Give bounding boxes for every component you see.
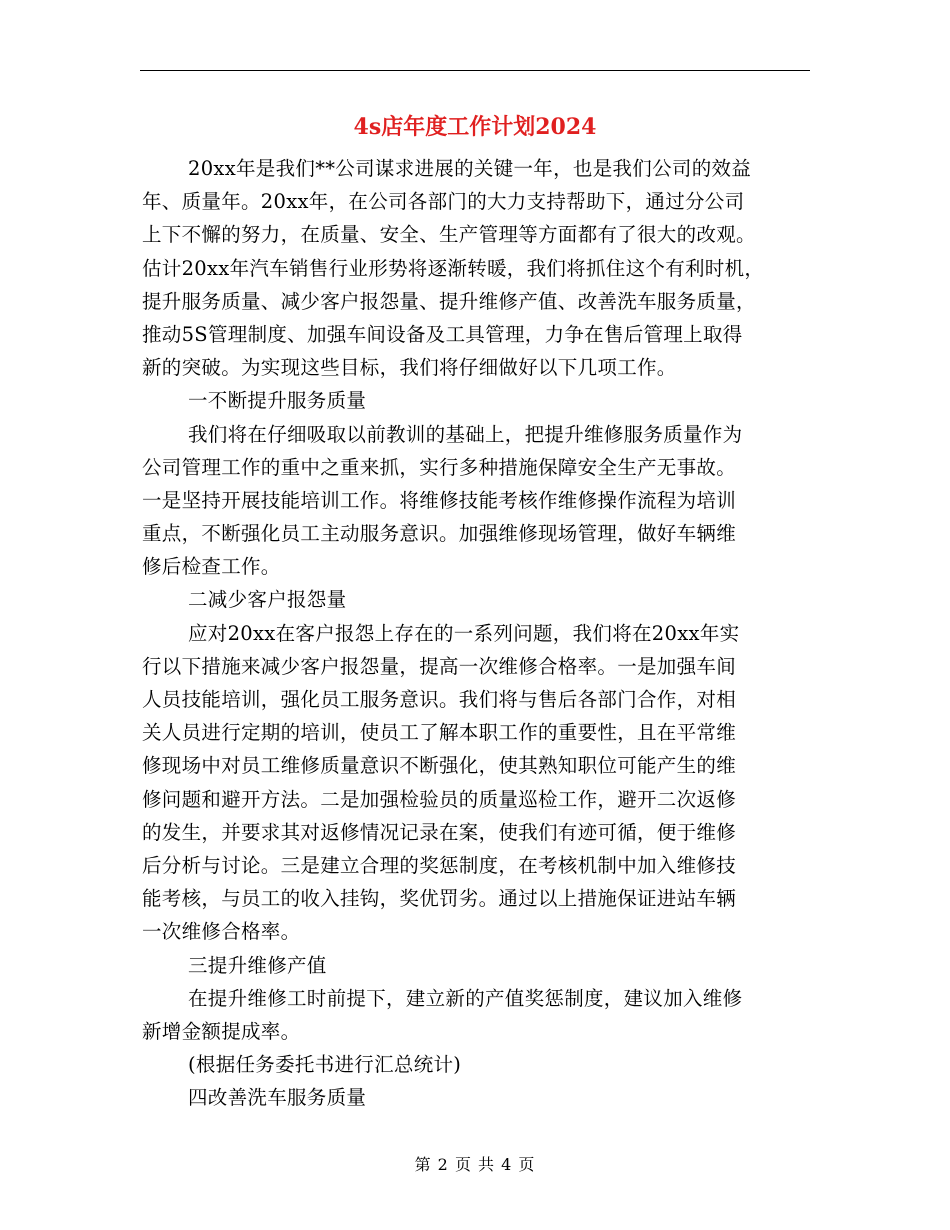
body-text-line: 估计20xx年汽车销售行业形势将逐渐转暖，我们将抓住这个有利时机， [142, 256, 765, 280]
body-text-line: 上下不懈的努力，在质量、安全、生产管理等方面都有了很大的改观。 [142, 223, 756, 247]
page-number-footer: 第 2 页 共 4 页 [414, 1155, 536, 1174]
body-text-line: 修后检查工作。 [142, 555, 281, 579]
header-rule [140, 70, 810, 71]
body-text-line: 四改善洗车服务质量 [188, 1086, 367, 1110]
body-text-line: 关人员进行定期的培训，使员工了解本职工作的重要性，且在平常维 [142, 721, 737, 745]
body-text-line: 一不断提升服务质量 [188, 389, 367, 413]
document-body [142, 152, 802, 1114]
body-text-line: 人员技能培训，强化员工服务意识。我们将与售后各部门合作，对相 [142, 688, 737, 711]
body-text-line: 新的突破。为实现这些目标，我们将仔细做好以下几项工作。 [142, 356, 677, 380]
body-text-line: 公司管理工作的重中之重来抓，实行多种措施保障安全生产无事故。 [142, 455, 737, 479]
body-text-line: 提升服务质量、减少客户报怨量、提升维修产值、改善洗车服务质量， [142, 289, 756, 313]
body-text-line: 年、质量年。20xx年，在公司各部门的大力支持帮助下，通过分公司 [142, 190, 745, 214]
body-text-line: 重点，不断强化员工主动服务意识。加强维修现场管理，做好车辆维 [142, 522, 737, 546]
document-title: 4s店年度工作计划2024 [353, 114, 597, 140]
body-text-line: 新增金额提成率。 [142, 1019, 301, 1043]
body-text-line: 二减少客户报怨量 [188, 588, 347, 612]
body-text-line: 应对20xx在客户报怨上存在的一系列问题，我们将在20xx年实 [188, 621, 740, 645]
body-text-line: 修现场中对员工维修质量意识不断强化，使其熟知职位可能产生的维 [142, 754, 737, 778]
body-text-line: 我们将在仔细吸取以前教训的基础上，把提升维修服务质量作为 [188, 422, 743, 446]
body-text-line: 一是坚持开展技能培训工作。将维修技能考核作维修操作流程为培训 [142, 488, 737, 512]
body-text-line: (根据任务委托书进行汇总统计) [188, 1053, 462, 1077]
body-text-line: 20xx年是我们**公司谋求进展的关键一年，也是我们公司的效益 [188, 157, 752, 180]
body-text-line: 一次维修合格率。 [142, 920, 301, 944]
body-text-line: 能考核，与员工的收入挂钩，奖优罚劣。通过以上措施保证进站车辆 [142, 887, 737, 911]
body-text-line: 行以下措施来减少客户报怨量，提高一次维修合格率。一是加强车间 [142, 654, 737, 678]
body-text-line: 在提升维修工时前提下，建立新的产值奖惩制度，建议加入维修 [188, 986, 743, 1010]
body-text-line: 的发生，并要求其对返修情况记录在案，使我们有迹可循，便于维修 [142, 820, 737, 844]
body-text-line: 三提升维修产值 [188, 953, 327, 977]
body-text-line: 后分析与讨论。三是建立合理的奖惩制度，在考核机制中加入维修技 [142, 853, 737, 877]
body-text-line: 推动5S管理制度、加强车间设备及工具管理，力争在售后管理上取得 [142, 322, 743, 346]
body-text-line: 修问题和避开方法。二是加强检验员的质量巡检工作，避开二次返修 [142, 787, 737, 811]
